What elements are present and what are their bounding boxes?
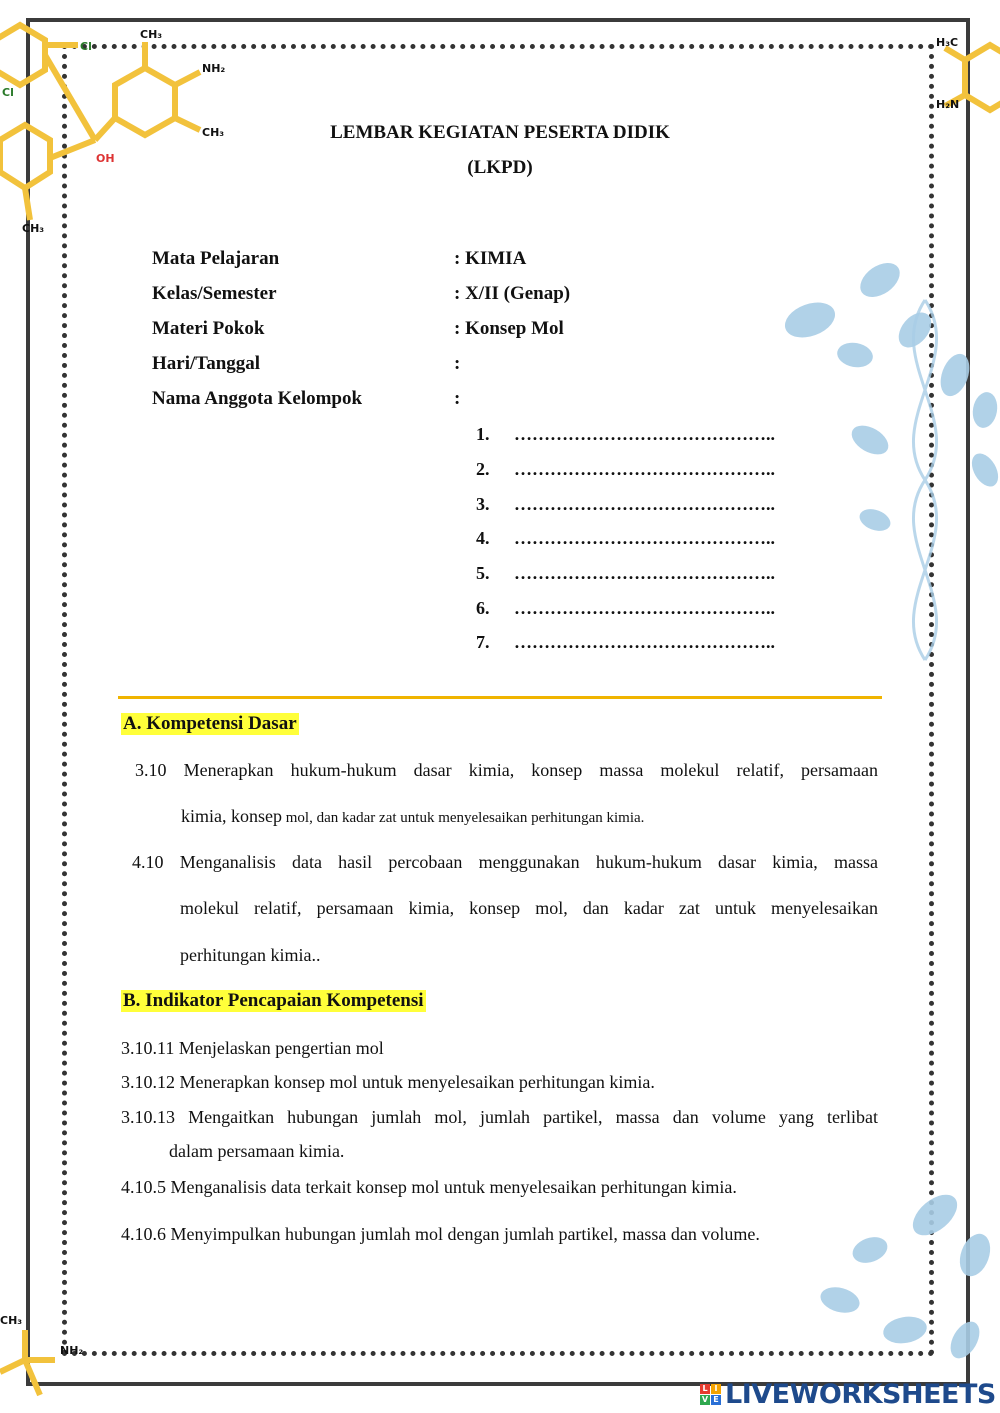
member-blank[interactable]: ……………………………………..: [514, 563, 775, 583]
kd-310-line2: [181, 807, 644, 826]
info-label-topic: Materi Pokok: [152, 318, 265, 339]
info-value-topic: : Konsep Mol: [454, 318, 564, 339]
info-value-date[interactable]: :: [454, 353, 461, 374]
molecule-label-nh2-b: NH₂: [60, 1344, 84, 1357]
member-number: 2.: [476, 459, 490, 479]
member-blank[interactable]: ……………………………………..: [514, 424, 775, 444]
member-blank[interactable]: ……………………………………..: [514, 494, 775, 514]
info-label-class: Kelas/Semester: [152, 283, 277, 304]
indicator-item-continuation: dalam persamaan kimia.: [169, 1141, 345, 1161]
member-line[interactable]: [476, 528, 775, 549]
member-line[interactable]: [476, 494, 775, 515]
indicator-item: 3.10.11 Menjelaskan pengertian mol: [121, 1038, 384, 1058]
member-blank[interactable]: ……………………………………..: [514, 459, 775, 479]
member-line[interactable]: [476, 598, 775, 619]
molecule-label-ch3-d: CH₃: [0, 1314, 23, 1327]
kd-310-line2-end: mol, dan kadar zat untuk menyelesaikan perhitungan kimia.: [282, 810, 645, 826]
liveworksheets-wordmark: LIVEWORKSHEETS: [725, 1378, 996, 1410]
molecule-label-ch3-a: CH₃: [140, 28, 163, 41]
info-value-class: : X/II (Genap): [454, 283, 571, 304]
info-label-group-members: Nama Anggota Kelompok: [152, 388, 363, 409]
member-blank[interactable]: ……………………………………..: [514, 528, 775, 548]
member-number: 4.: [476, 528, 490, 548]
info-value-group-members: :: [454, 388, 461, 409]
info-value-subject: : KIMIA: [454, 248, 527, 269]
molecule-label-oh: OH: [96, 152, 115, 165]
member-number: 5.: [476, 563, 490, 583]
document-title: LEMBAR KEGIATAN PESERTA DIDIK: [330, 122, 670, 143]
molecule-label-nh2: NH₂: [202, 62, 226, 75]
indicator-item: 4.10.5 Menganalisis data terkait konsep mol untuk menyelesaikan perhitungan kimia.: [121, 1177, 737, 1197]
member-blank[interactable]: ……………………………………..: [514, 598, 775, 618]
molecule-label-cl-a: Cl: [80, 40, 92, 53]
section-b-heading: B. Indikator Pencapaian Kompetensi: [123, 990, 424, 1011]
molecule-label-ch3-c: CH₃: [22, 222, 45, 235]
document-subtitle: (LKPD): [467, 157, 533, 178]
info-label-subject: Mata Pelajaran: [152, 248, 280, 269]
kd-410-line1: 4.10 Menganalisis data hasil percobaan menggunakan hukum-hukum dasar kimia, massa: [132, 852, 878, 872]
section-divider: [118, 696, 882, 699]
kd-410-line3: perhitungan kimia..: [180, 945, 321, 965]
molecule-label-h3c: H₃C: [936, 36, 959, 49]
member-line[interactable]: [476, 632, 775, 653]
member-number: 6.: [476, 598, 490, 618]
liveworksheets-logo-icon: [700, 1384, 721, 1405]
kd-410-line2: molekul relatif, persamaan kimia, konsep mol, dan kadar zat untuk menyelesaikan: [180, 898, 878, 918]
section-a-heading: A. Kompetensi Dasar: [123, 713, 297, 734]
member-blank[interactable]: ……………………………………..: [514, 632, 775, 652]
indicator-item: 3.10.12 Menerapkan konsep mol untuk menyelesaikan perhitungan kimia.: [121, 1072, 655, 1092]
liveworksheets-brand[interactable]: [700, 1378, 996, 1410]
logo-letter: E: [711, 1395, 721, 1405]
molecule-label-h2n: H₂N: [936, 98, 960, 111]
molecule-label-cl-b: Cl: [2, 86, 14, 99]
member-number: 7.: [476, 632, 490, 652]
kd-310-line1: 3.10 Menerapkan hukum-hukum dasar kimia, konsep massa molekul relatif, persamaan: [135, 760, 878, 780]
member-line[interactable]: [476, 424, 775, 445]
logo-letter: L: [700, 1384, 710, 1394]
indicator-item: 4.10.6 Menyimpulkan hubungan jumlah mol dengan jumlah partikel, massa dan volume.: [121, 1224, 760, 1244]
info-label-date: Hari/Tanggal: [152, 353, 261, 374]
member-line[interactable]: [476, 563, 775, 584]
kd-310-line2-start: kimia, konsep: [181, 806, 282, 826]
member-number: 3.: [476, 494, 490, 514]
indicator-item: 3.10.13 Mengaitkan hubungan jumlah mol, jumlah partikel, massa dan volume yang terlibat: [121, 1107, 878, 1127]
molecule-label-ch3-b: CH₃: [202, 126, 225, 139]
logo-letter: I: [711, 1384, 721, 1394]
logo-letter: V: [701, 1394, 709, 1404]
member-number: 1.: [476, 424, 490, 444]
member-line[interactable]: [476, 459, 775, 480]
